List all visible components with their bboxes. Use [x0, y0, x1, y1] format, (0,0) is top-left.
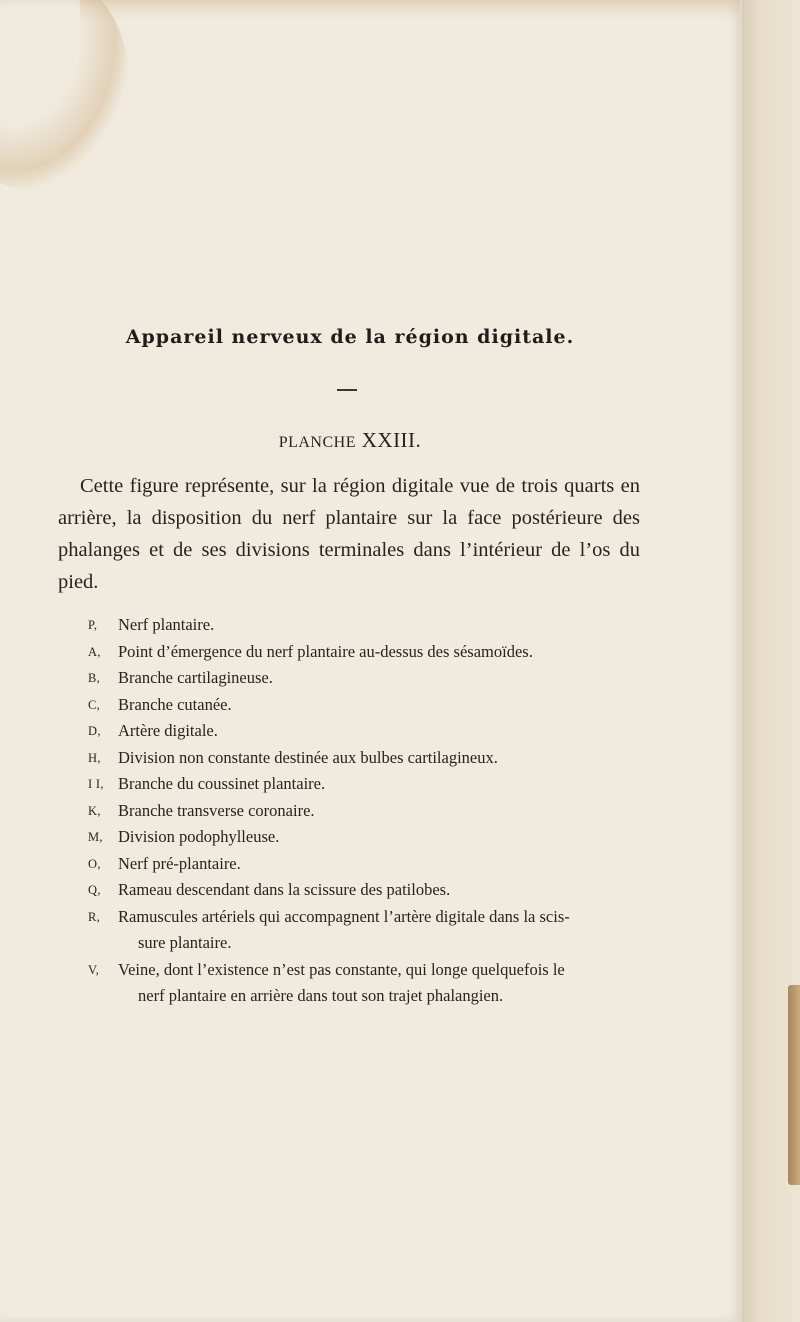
legend-text: Branche du coussinet plantaire.: [118, 774, 326, 793]
legend-item: [88, 877, 648, 904]
legend-text: Rameau descendant dans la scissure des patilobes.: [118, 880, 451, 899]
title-divider: [337, 389, 357, 391]
legend-text: Artère digitale.: [118, 721, 218, 740]
legend-item: [88, 718, 648, 745]
legend-letter: K,: [88, 803, 101, 818]
figure-legend: [88, 612, 648, 1010]
legend-item: [88, 851, 648, 878]
water-stain: [0, 0, 130, 190]
figure-description: Cette figure représente, sur la région digitale vue de trois quarts en arrière, la disposition du nerf plantaire sur la face postérieure des phalanges et de ses divisions terminales dans l’intérieur de l’os du pied.: [58, 475, 640, 593]
legend-text: Branche transverse coronaire.: [118, 800, 315, 820]
legend-text: Nerf pré-plantaire.: [118, 853, 241, 873]
page-title: Appareil nerveux de la région digitale.: [125, 326, 575, 348]
legend-item: [88, 612, 648, 639]
legend-text-continuation: nerf plantaire en arrière dans tout son trajet phalangien.: [138, 986, 504, 1005]
legend-item: [88, 639, 648, 666]
legend-item: [88, 904, 648, 957]
legend-item: [88, 798, 648, 825]
legend-text: Nerf plantaire.: [118, 615, 215, 634]
legend-letter: H,: [88, 750, 101, 765]
legend-text: Branche cartilagineuse.: [118, 668, 273, 687]
legend-text: Division podophylleuse.: [118, 827, 280, 846]
legend-letter: Q,: [88, 883, 101, 897]
legend-text: Branche cutanée.: [118, 694, 232, 714]
legend-item: [88, 665, 648, 692]
legend-item: [88, 824, 648, 851]
legend-letter: A,: [88, 644, 101, 659]
plate-heading: [0, 428, 700, 453]
legend-text-continuation: sure plantaire.: [138, 933, 232, 952]
legend-letter: I I,: [88, 777, 104, 791]
legend-text: Division non constante destinée aux bulbes cartilagineux.: [118, 747, 498, 767]
legend-text: Veine, dont l’existence n’est pas constante, qui longe quelquefois le: [118, 959, 565, 979]
legend-text: Ramuscules artériels qui accompagnent l’artère digitale dans la scis-: [118, 906, 570, 926]
plate-number: XXIII.: [361, 428, 422, 452]
legend-item: [88, 957, 648, 1010]
adjacent-page-edge: [788, 985, 800, 1185]
legend-item: [88, 771, 648, 798]
top-edge-stain: [80, 0, 740, 22]
legend-letter: V,: [88, 962, 100, 977]
legend-letter: P,: [88, 618, 98, 632]
legend-item: [88, 692, 648, 719]
legend-item: [88, 745, 648, 772]
legend-letter: R,: [88, 909, 101, 924]
legend-letter: M,: [88, 830, 103, 844]
legend-letter: B,: [88, 671, 101, 685]
legend-text: Point d’émergence du nerf plantaire au-dessus des sésamoïdes.: [118, 641, 533, 661]
legend-letter: O,: [88, 856, 101, 871]
plate-label: PLANCHE: [278, 434, 356, 451]
legend-letter: D,: [88, 724, 101, 738]
legend-letter: C,: [88, 697, 101, 712]
